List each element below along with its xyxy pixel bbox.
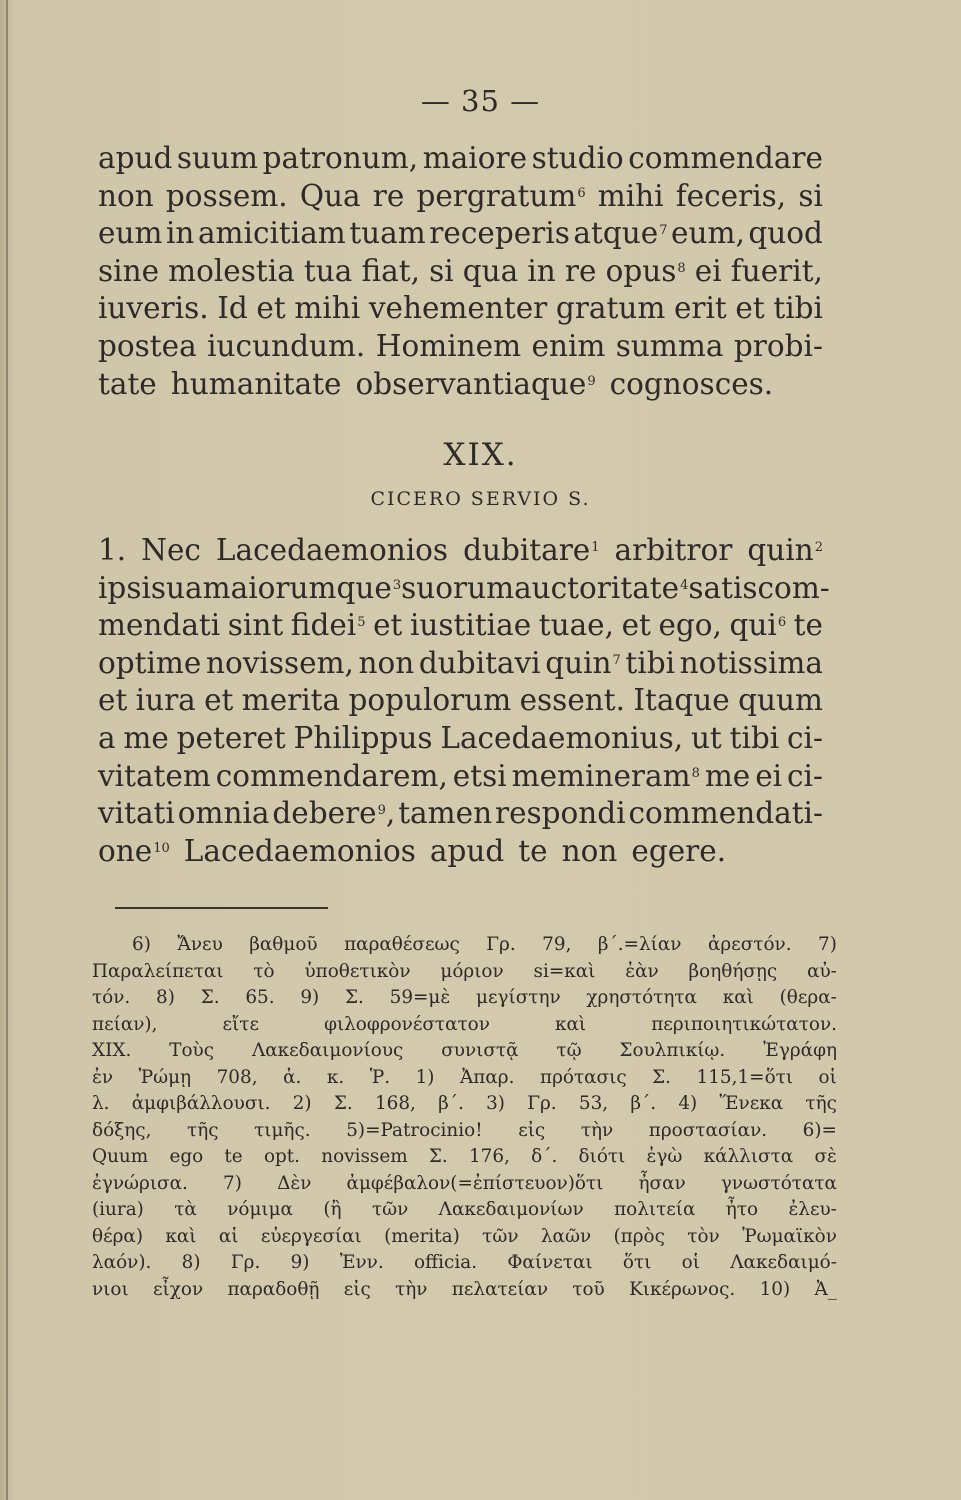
footnote-line [92,1277,837,1304]
word: μεγίστην [476,987,561,1008]
word: tua [303,253,353,288]
word: Σ. [652,1066,671,1088]
text-line [98,253,823,291]
word: dubitavi [418,645,541,680]
word: et [373,608,403,643]
word: si [429,253,454,288]
word: a [98,720,116,755]
word: γνωστότατα [720,1172,837,1194]
footnote-marker: 6 [577,185,586,201]
word: auctoritate$^4$ [514,570,689,605]
word: Nec [141,533,201,567]
word: et [98,683,128,718]
text-line [98,532,823,570]
footnote-line [92,1091,837,1118]
word: qua [462,253,519,288]
word: tuae, [538,608,614,643]
word: εὐεργεσίαι [260,1225,362,1247]
word: novissem, [205,645,354,680]
word: πρότασις [539,1066,627,1088]
word: ἀμφιβάλλουσι. [131,1093,271,1114]
word: Κικέρωνος. [629,1278,736,1300]
word: molestia [168,253,295,288]
word: tibi [773,291,823,326]
footnote-line [92,1197,837,1224]
footnote-marker: 9 [587,373,596,389]
word: οἱ [818,1066,837,1088]
letter-address: CICERO SERVIO S. [370,488,591,510]
footnote-line [92,985,837,1012]
word: respondi [494,796,626,831]
word: vehementer [368,291,548,326]
word: ego, [658,608,722,643]
word: ego [169,1146,204,1167]
footnote-line [92,932,837,959]
word: tate [98,366,157,401]
text-line [98,140,823,178]
word: πελατείαν [451,1278,548,1300]
word: τῶν [482,1225,519,1247]
word: me [704,758,751,793]
word: 65. [245,987,275,1008]
word: Qua [299,178,361,213]
word: τὸν [687,1225,720,1247]
word: mihi [597,178,664,213]
word: κάλλιστα [703,1146,794,1167]
word: νιοι [92,1278,129,1300]
text-line [98,795,823,833]
word: τῆς [187,1119,219,1141]
word: (ἢ [323,1199,342,1220]
word: Σ. [428,1146,448,1167]
word: receperis [429,216,570,251]
word: κ. [326,1066,345,1088]
footnote-marker: 3 [392,577,402,593]
word: Ῥ. [369,1066,391,1088]
footnote-marker: 8 [677,260,686,276]
word: Ἄνευ [177,934,223,955]
word: τῷ [556,1040,582,1061]
word: amicitiam [197,216,346,251]
word: Σ. [200,987,220,1008]
word: quod [748,216,823,251]
word: Quum [92,1146,149,1167]
word: ei [694,253,722,288]
word: πολιτεία [614,1199,696,1220]
word: λαόν). [92,1252,152,1273]
word: Id [217,291,248,326]
footnote-rule [115,907,328,909]
word: fidei$^5$ [290,608,366,643]
letter-number: XIX. [443,437,518,473]
text-line [98,682,823,720]
word: etsi [452,758,507,793]
footnote-line [92,1144,837,1171]
word: τῆς [805,1093,837,1114]
word: Δὲν [277,1172,312,1194]
footnote-line [92,1250,837,1277]
text-line [98,178,823,216]
word: vitati [98,796,175,831]
word: 59=μὲ [389,987,451,1008]
word: ei [755,758,783,793]
word: ἦτο [725,1199,759,1220]
word: Σουλπικίῳ. [619,1040,726,1061]
word: apud [98,141,173,175]
word: 6) [132,934,151,955]
word: suum [176,141,259,175]
word: εἴτε [222,1013,259,1035]
word: παραθέσεως [344,934,460,955]
word: Ῥωμαϊκὸν [742,1225,837,1247]
footnote-line [92,1171,837,1198]
word: 115,1=ὅτι [696,1066,794,1088]
word: omnia [177,796,270,831]
word: αὐ- [807,960,837,982]
word: ἐγὼ [646,1146,683,1167]
word: θέρα) [92,1225,144,1247]
word: οἱ [681,1252,700,1273]
page-number: — 35 — [420,84,541,118]
word: suorum [401,570,515,605]
word: λ. [92,1093,110,1114]
word: 53, [578,1093,609,1114]
word: non [358,645,415,680]
word: Παραλείπεται [92,960,224,982]
word: Φαίνεται [507,1252,593,1273]
word: (iura) [92,1199,144,1220]
word: te [793,608,823,643]
word: 9) [300,987,320,1008]
word: vitatem [98,758,211,793]
word: notissima [679,645,823,680]
word: χρηστότητα [586,987,697,1008]
word: Ἀπαρ. [460,1066,515,1088]
word: Ἀ_ [814,1278,837,1300]
text-line [98,366,823,404]
word: ἀ. [283,1066,302,1088]
word: ὑποθετικὸν [304,960,411,982]
word: σὲ [814,1146,837,1167]
word: 3) [486,1093,505,1114]
word: ipsi [98,570,151,605]
word: dubitare$^1$ [463,533,600,567]
word: καὶ [165,1225,197,1247]
word: καὶ [722,987,754,1008]
word: mihi [294,291,361,326]
word: 10) [759,1278,791,1300]
word: β΄.=λίαν [597,934,682,955]
footnote-marker: 9 [377,803,386,819]
word: tamen [398,796,493,831]
word: 7) [818,934,837,955]
word: τῶν [371,1199,409,1220]
word: XIX. [92,1040,132,1061]
word: Γρ. [230,1252,261,1273]
word: summa [615,328,724,363]
word: Philippus [293,720,433,755]
word: eum [98,216,163,251]
word: sint [227,608,284,643]
word: 708, [216,1066,258,1088]
word: τόν. [92,987,131,1008]
word: (merita) [384,1225,460,1247]
word: ἐν [92,1066,114,1088]
footnotes [92,932,837,1303]
word: gratum [555,291,666,326]
word: δ΄. [531,1146,558,1167]
word: commendarem, [215,758,448,793]
word: in [165,216,195,251]
footnote-line [92,959,837,986]
text-line [98,645,823,683]
word: πείαν), [92,1013,158,1035]
word: Ἕνεκα [719,1093,784,1114]
word: Σ. [333,1093,353,1114]
word: εἶχον [153,1278,204,1300]
word: quin$^7$ [545,645,621,680]
word: merita [241,683,341,718]
word: iura [135,683,196,718]
word: 1) [415,1066,435,1088]
word: et [621,608,651,643]
word: Lacedaemonius, [440,720,684,755]
word: 7) [223,1172,242,1194]
word: fiat, [361,253,420,288]
word: δόξης, [92,1119,152,1141]
word: εἰς [518,1119,546,1141]
word: iustitiae [409,608,532,643]
footnote-marker: 2 [814,540,823,555]
word: Ἐνν. [339,1252,384,1273]
word: ut [690,720,722,755]
word: arbitror [614,533,733,567]
word: tibi [729,720,780,755]
word: erit [673,291,727,326]
word: in [527,253,556,288]
word: re [564,253,597,288]
word: Λακεδαιμονίους [251,1040,404,1061]
word: 9) [290,1252,310,1273]
word: προστασίαν. [648,1119,768,1141]
word: qui$^6$ [729,608,787,643]
word: atque$^7$ [573,216,668,251]
word: 168, [374,1093,416,1114]
word: εἰς [343,1278,371,1300]
word: et [204,683,234,718]
word: Λακεδαιμονίων [438,1199,584,1220]
text-line [98,570,830,608]
paragraph-2 [98,532,830,870]
word: ἦσαν [638,1172,686,1194]
word: te [518,833,548,868]
word: ἀμφέβαλον(=ἐπίστευον)ὅτι [346,1172,604,1194]
word: Ῥώμῃ [138,1066,192,1088]
word: Itaque [633,683,730,718]
word: τὸ [253,960,275,982]
word: ἐλευ- [788,1199,837,1220]
word: συνιστᾷ [441,1040,519,1061]
footnote-line [92,1012,837,1039]
word: iuveris. [98,291,209,326]
word: non [98,178,154,213]
text-line [98,720,823,758]
word: φιλοφρονέστατον [324,1013,490,1035]
text-line [98,290,823,328]
word: quin$^2$ [747,533,823,567]
word: β΄. [630,1093,657,1114]
binding-edge [6,0,8,1500]
word: αἱ [218,1225,239,1247]
word: 6)= [802,1119,837,1141]
word: maiorumque$^3$ [202,570,402,605]
word: βαθμοῦ [249,934,318,955]
word: ci- [787,720,823,755]
word: non [561,833,618,868]
word: Lacedaemonios [183,833,416,868]
word: egere. [631,833,727,868]
word: satis [688,570,758,605]
word: καὶ [555,1013,587,1035]
word: cognosces. [609,366,774,401]
footnote-line [92,1038,837,1065]
word: si=καὶ [533,960,596,982]
text-line [98,607,823,645]
footnote-marker: 4 [680,577,689,593]
word: 2) [292,1093,312,1114]
word: μόριον [440,960,504,982]
word: patronum, [262,141,419,175]
word: βοηθήσῃς [688,960,778,982]
word: me [123,720,169,755]
footnote-marker: 1 [591,540,600,555]
word: re [372,178,405,213]
word: 8) [181,1252,201,1273]
word: β΄. [438,1093,464,1114]
word: 79, [542,934,572,955]
word: tuam [349,216,426,251]
word: pergratum$^6$ [416,178,586,213]
word: διότι [578,1146,626,1167]
word: postea [98,328,197,363]
text-line [98,328,823,366]
footnote-marker: 7 [659,223,668,239]
word: maiore [422,141,528,175]
word: τὰ [174,1199,197,1220]
word: Ἐγράφη [763,1040,837,1061]
word: Γρ. [527,1093,557,1114]
word: ὅτι [622,1252,652,1273]
word: Τοὺς [169,1040,215,1061]
word: ci- [787,758,823,793]
footnote-line [92,1065,837,1092]
word: (πρὸς [613,1225,665,1247]
word: commendare [628,141,823,175]
word: peteret [176,720,286,755]
word: eum, [671,216,745,251]
word: officia. [414,1252,478,1273]
word: opt. [263,1146,301,1167]
footnote-marker: 5 [357,615,366,631]
word: enim [531,328,606,363]
word: ἐὰν [625,960,659,982]
word: τὴν [580,1119,614,1141]
word: Lacedaemonios [215,533,449,567]
word: studio [531,141,624,175]
word: 5)=Patrocinio! [346,1119,483,1141]
word: humanitate [170,366,342,401]
word: probi- [733,328,823,363]
word: 1. [98,533,127,567]
text-line [98,215,823,253]
word: νόμιμα [227,1199,293,1220]
footnote-marker: 8 [691,765,700,781]
word: περιποιητικώτατον. [651,1013,837,1035]
word: one$^{10}$ [98,833,170,868]
word: quum [738,683,823,718]
word: λαῶν [540,1225,592,1247]
paragraph-1 [98,140,823,403]
word: sine [98,253,160,288]
word: ἀρεστόν. [707,934,792,955]
word: te [224,1146,243,1167]
word: et [256,291,286,326]
word: 176, [468,1146,510,1167]
word: et [735,291,765,326]
word: populorum [348,683,512,718]
word: essent. [519,683,626,718]
footnote-marker: 7 [612,652,621,668]
footnote-line [92,1224,837,1251]
word: Γρ. [486,934,516,955]
word: observantiaque$^9$ [355,366,596,401]
word: commendati- [628,796,823,831]
word: iucundum. [207,328,366,363]
word: Σ. [345,987,364,1008]
word: sua [150,570,203,605]
word: opus$^8$ [605,253,686,288]
word: παραδοθῇ [227,1278,320,1300]
word: debere$^9$, [272,796,396,831]
text-line [98,833,823,871]
word: (θερα- [779,987,837,1008]
word: com- [757,570,830,605]
text-line [98,758,823,796]
footnote-marker: 10 [153,840,170,856]
word: tibi [625,645,676,680]
word: mendati [98,608,221,643]
word: 8) [156,987,175,1008]
word: possem. [165,178,288,213]
word: τὴν [395,1278,428,1300]
word: Λακεδαιμό- [730,1252,837,1273]
word: 4) [678,1093,698,1114]
word: ἐγνώρισα. [92,1172,188,1194]
word: apud [429,833,505,868]
word: Hominem [375,328,522,363]
footnote-line [92,1118,837,1145]
footnote-marker: 6 [777,615,787,631]
word: si [798,178,823,213]
word: optime [98,645,202,680]
word: memineram$^8$ [511,758,700,793]
word: τοῦ [572,1278,605,1300]
word: novissem [321,1146,408,1167]
word: τιμῆς. [254,1119,311,1141]
word: fuerit, [730,253,823,288]
word: feceris, [675,178,787,213]
